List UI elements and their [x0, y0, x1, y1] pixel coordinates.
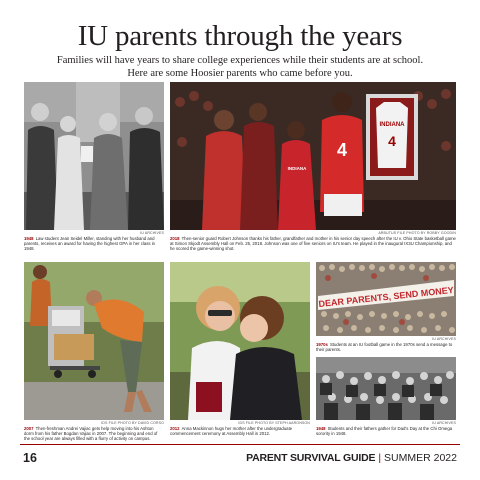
photo-credit: IU ARCHIVES: [432, 421, 456, 425]
footer-separator: |: [378, 452, 382, 464]
page-title: IU parents through the years: [77, 20, 403, 52]
photo-caption: [170, 236, 456, 251]
publication-name: [246, 452, 457, 464]
caption-text: Students at an IU football game in the 1970s send a message to their parents.: [316, 342, 453, 353]
caption-year: 2012: [170, 426, 180, 431]
edition: SUMMER 2022: [384, 452, 457, 464]
caption-year: 1948: [316, 426, 326, 431]
caption-text: Anna Mackinnon hugs her mother after the undergraduate commencement ceremony at Assembly Hall in 2012.: [170, 426, 293, 437]
photo-caption: [24, 236, 164, 251]
photo-1948-award: [24, 82, 164, 230]
photo-credit: IDS FILE PHOTO BY DAVID CORSO: [101, 421, 164, 425]
framed-jersey-number: 4: [388, 133, 396, 149]
caption-year: 2018: [170, 236, 180, 241]
photo-caption: [170, 426, 310, 436]
photo-2012-commencement: [170, 262, 310, 420]
caption-text: Then-senior guard Robert Johnson thanks his father, grandfather and mother in his senior day speech after the IU v. Ohio State basketball game at Simon Skjodt Assembly Hall on Feb. 25, 2018. Johnson was one of five seniors on IU's team. He played in the inaugural IX3U Championship, and he scored the game-winning shot.: [170, 236, 456, 252]
caption-text: Then-freshman Andrei Vajiac gets help moving into his Ashton dorm from his father Bogdan Vajiac in 2007. The beginning and end of the school year are always filled with a flurry of activity on campus.: [24, 426, 158, 442]
page-subtitle: [40, 55, 440, 80]
photo-2007-move-in: [24, 262, 164, 420]
photo-credit: IDS FILE PHOTO BY STEPH AARONSON: [238, 421, 310, 425]
photo-credit: IU ARCHIVES: [140, 231, 164, 235]
player-jersey-number: 4: [336, 140, 348, 160]
caption-text: Students and their fathers gather for Dad's Day at the Chi Omega sorority in 1948.: [316, 426, 453, 437]
photo-2018-basketball: [170, 82, 456, 230]
page-footer: [20, 444, 460, 466]
framed-jersey-text: INDIANA: [379, 122, 405, 128]
photo-credit: ARBUTUS FILE PHOTO BY ROBBY GOODIN: [378, 231, 456, 235]
caption-year: 1948: [24, 236, 34, 241]
photo-credit: IU ARCHIVES: [432, 337, 456, 341]
shirt-text: INDIANA: [287, 166, 307, 171]
page-number: 16: [23, 451, 37, 465]
photo-1970s-football: [316, 262, 456, 336]
photo-1948-dads-day: [316, 357, 456, 420]
subtitle-line-2: Here are some Hoosier parents who came before you.: [127, 67, 353, 79]
caption-text: Law student Jean Seidel Miller, standing with her husband and parents, receives an award for having the highest GPA in her class in 1948.: [24, 236, 156, 252]
banner-text: DEAR PARENTS, SEND MONEY: [318, 284, 455, 310]
photo-caption: [24, 426, 164, 441]
photo-caption: [316, 426, 456, 436]
photo-caption: [316, 342, 456, 352]
subtitle-line-1: Families will have years to share college experiences while their students are at school.: [56, 55, 424, 66]
guide-title: PARENT SURVIVAL GUIDE: [246, 452, 376, 464]
caption-year: 2007: [24, 426, 34, 431]
caption-year: 1970s: [316, 342, 328, 347]
